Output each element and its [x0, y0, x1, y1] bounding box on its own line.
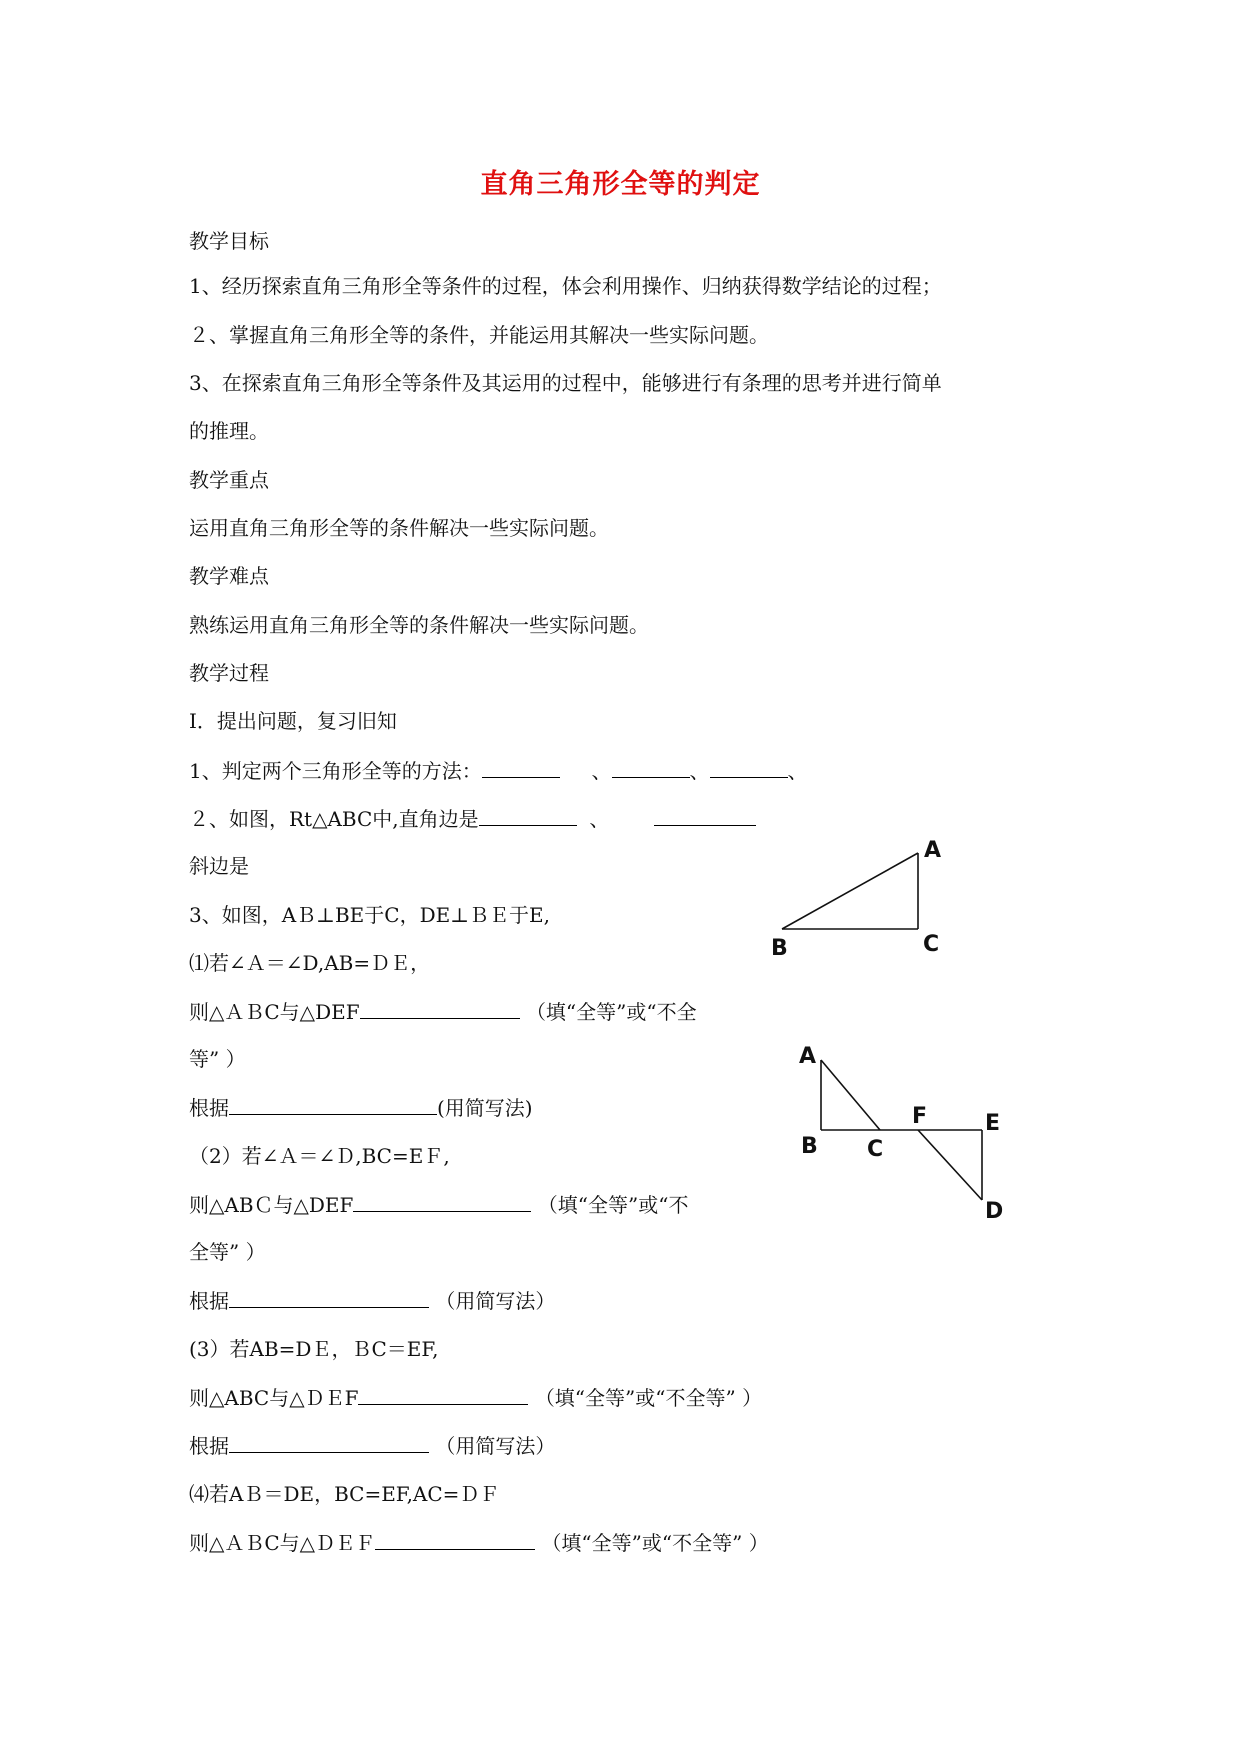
question-2-hypotenuse: 斜边是	[189, 854, 249, 878]
sub-question-4-condition: ⑷若AＢ＝DE，BC=EF,AC=ＤＦ	[189, 1482, 500, 1506]
figure-two-triangles	[821, 1060, 982, 1200]
segment-fd	[918, 1130, 982, 1200]
page-title: 直角三角形全等的判定	[480, 169, 761, 200]
sub-question-1-fill-cont: 等” ）	[189, 1047, 246, 1071]
method-hint: （用简写法）	[435, 1289, 556, 1313]
vertex-label-c: C	[923, 932, 940, 957]
fill-hint: （填“全等”或“不全等” ）	[541, 1531, 769, 1555]
segment-ac	[821, 1060, 880, 1130]
fill-hint: （填“全等”或“不全等” ）	[534, 1386, 763, 1410]
statement-text: 则△ＡＢC与△ＤＥＦ	[189, 1531, 376, 1555]
vertex-label-f: F	[912, 1104, 928, 1129]
separator: 、	[589, 807, 610, 831]
sub-question-2-condition: （2）若∠Ａ＝∠Ｄ,BC=EＦ,	[189, 1144, 450, 1168]
separator: 、	[591, 759, 612, 783]
vertex-label-d: D	[985, 1199, 1004, 1224]
goal-item-3: 3、在探索直角三角形全等条件及其运用的过程中，能够进行有条理的思考并进行简单	[189, 371, 942, 395]
question-3: 3、如图，AＢ⊥BE于C，DE⊥ＢＥ于E,	[189, 903, 550, 927]
vertex-label-a: A	[924, 838, 942, 863]
statement-text: 则△ＡＢC与△DEF	[189, 1000, 360, 1024]
process-heading: 教学过程	[189, 661, 269, 685]
goal-item-1: 1、经历探索直角三角形全等条件的过程，体会利用操作、归纳获得数学结论的过程；	[189, 274, 942, 298]
goal-item-3-cont: 的推理。	[189, 419, 269, 443]
part1-heading: Ⅰ．提出问题，复习旧知	[189, 709, 397, 733]
vertex-label-b: B	[771, 936, 788, 961]
segment-ab	[782, 853, 918, 929]
fill-hint: （填“全等”或“不	[537, 1193, 689, 1217]
vertex-label-c: C	[867, 1137, 884, 1162]
difficulty-heading: 教学难点	[189, 564, 269, 588]
method-hint: （用简写法）	[435, 1434, 556, 1458]
question-1-text: 1、判定两个三角形全等的方法：	[189, 759, 482, 783]
basis-label: 根据	[189, 1434, 229, 1458]
key-text: 运用直角三角形全等的条件解决一些实际问题。	[189, 516, 609, 540]
key-heading: 教学重点	[189, 468, 269, 492]
statement-text: 则△ABC与△ＤＥF	[189, 1386, 359, 1410]
figure-right-triangle-abc	[782, 853, 918, 929]
method-hint: (用简写法)	[437, 1096, 533, 1120]
goal-heading: 教学目标	[189, 229, 269, 253]
fill-hint: （填“全等”或“不全	[525, 1000, 697, 1024]
goal-item-2: ２、掌握直角三角形全等的条件，并能运用其解决一些实际问题。	[189, 323, 769, 347]
vertex-label-a: A	[799, 1044, 817, 1069]
difficulty-text: 熟练运用直角三角形全等的条件解决一些实际问题。	[189, 613, 649, 637]
basis-label: 根据	[189, 1096, 229, 1120]
separator: 、	[787, 759, 808, 783]
vertex-label-e: E	[985, 1111, 1001, 1136]
vertex-label-b: B	[801, 1134, 818, 1159]
sub-question-3-condition: (3）若AB=DＥ，ＢC＝EF,	[189, 1337, 439, 1361]
basis-label: 根据	[189, 1289, 229, 1313]
separator: 、	[689, 759, 710, 783]
statement-text: 则△ABＣ与△DEF	[189, 1193, 354, 1217]
sub-question-1-condition: ⑴若∠Ａ＝∠D,AB=ＤＥ，	[189, 951, 431, 975]
sub-question-2-fill-cont: 全等” ）	[189, 1240, 266, 1264]
question-2-text: ２、如图，Rt△ABC中,直角边是	[189, 807, 479, 831]
